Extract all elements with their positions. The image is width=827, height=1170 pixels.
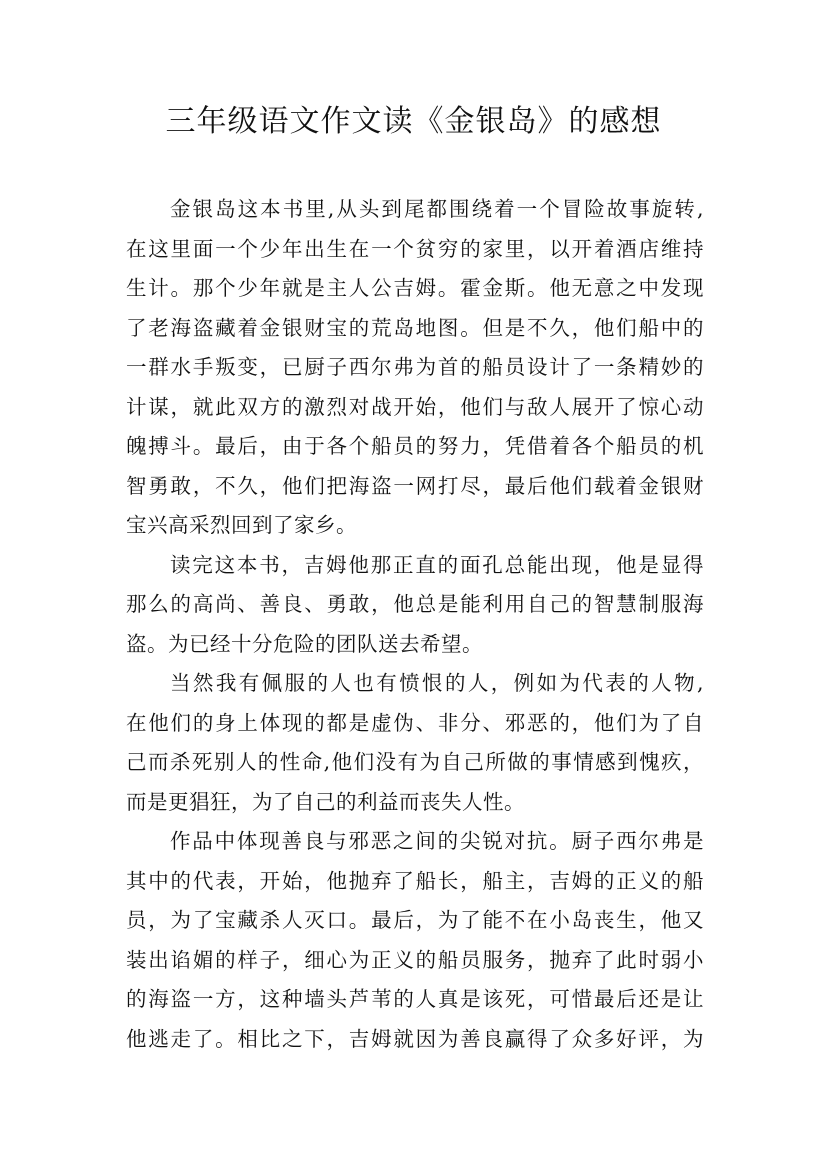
text-line: 而是更猖狂，为了自己的利益而丧失人性。 [126,789,525,814]
text-line: 作品中体现善良与邪恶之间的尖锐对抗。厨子西尔弗是 [170,829,704,853]
text-line: 生计。那个少年就是主人公吉姆。霍金斯。他无意之中发现 [126,276,704,300]
text-line: 其中的代表，开始，他抛弃了船长，船主，吉姆的正义的船 [126,868,704,893]
text-line: 在这里面一个少年出生在一个贫穷的家里，以开着酒店维持 [126,236,704,261]
document-body [126,190,704,1059]
text-line: 金银岛这本书里,从头到尾都围绕着一个冒险故事旋转, [170,197,704,221]
text-line: 盗。为已经十分危险的团队送去希望。 [126,631,483,656]
paragraph-2 [126,546,704,665]
text-line: 当然我有佩服的人也有愤恨的人，例如为代表的人物, [170,671,704,695]
text-line: 的海盗一方，这种墙头芦苇的人真是该死，可惜最后还是让 [126,987,704,1011]
text-line: 魄搏斗。最后，由于各个船员的努力，凭借着各个船员的机 [126,434,704,458]
paragraph-1 [126,190,704,546]
text-line: 员，为了宝藏杀人灭口。最后，为了能不在小岛丧生，他又 [126,908,704,932]
text-line: 那么的高尚、善良、勇敢，他总是能利用自己的智慧制服海 [126,592,704,616]
text-line: 他逃走了。相比之下，吉姆就因为善良赢得了众多好评，为 [126,1026,704,1051]
paragraph-3 [126,664,704,822]
text-line: 装出谄媚的样子，细心为正义的船员服务，抛弃了此时弱小 [126,947,704,972]
text-line: 宝兴高采烈回到了家乡。 [126,513,357,537]
text-line: 了老海盗藏着金银财宝的荒岛地图。但是不久，他们船中的 [126,315,704,340]
text-line: 在他们的身上体现的都是虚伪、非分、邪恶的，他们为了自 [126,710,704,735]
text-line: 智勇敢，不久，他们把海盗一网打尽，最后他们载着金银财 [126,473,704,498]
text-line: 计谋，就此双方的激烈对战开始，他们与敌人展开了惊心动 [126,394,704,419]
document-title: 三年级语文作文读《金银岛》的感想 [165,104,662,139]
paragraph-4 [126,822,704,1059]
text-line: 读完这本书，吉姆他那正直的面孔总能出现，他是显得 [170,552,704,577]
text-line: 己而杀死别人的性命,他们没有为自己所做的事情感到愧疚， [126,750,704,774]
text-line: 一群水手叛变，已厨子西尔弗为首的船员设计了一条精妙的 [126,355,704,379]
